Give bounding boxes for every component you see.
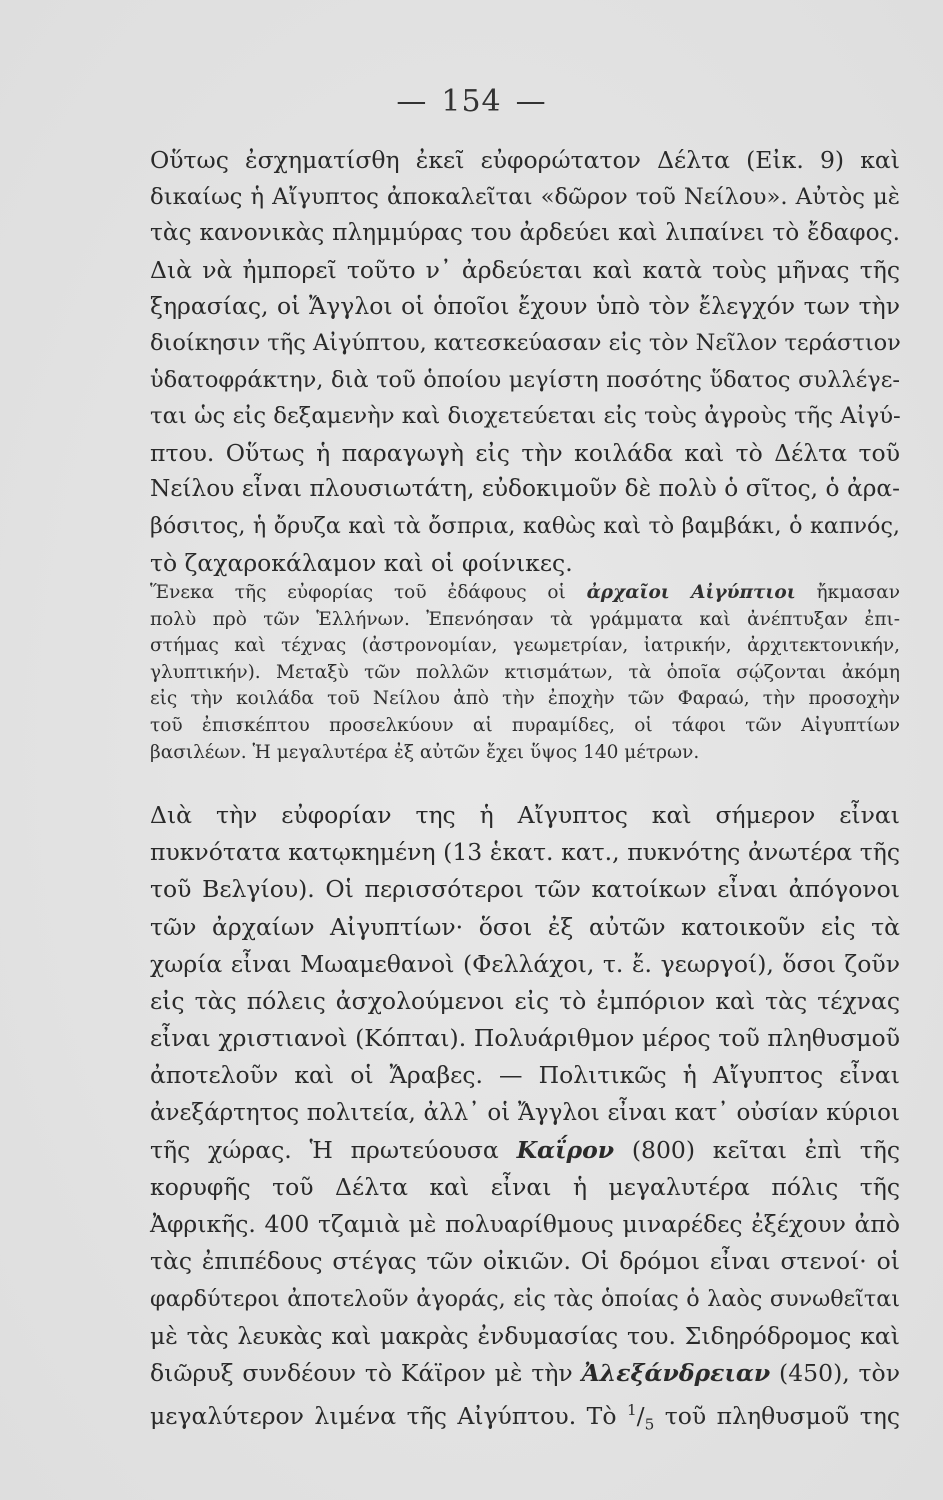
paragraph-population-cairo (150, 797, 900, 1444)
note-text: Ἕνεκα τῆς εὐφορίας τοῦ ἐδάφους οἱ (150, 582, 587, 603)
text-line: ἀποτελοῦν καὶ οἱ Ἄραβες. — Πολιτικῶς ἡ Αἴγυπτος εἶναι (150, 1061, 900, 1090)
text-line: Διὰ νὰ ἠμπορεῖ τοῦτο ν᾿ ἀρδεύεται καὶ κατὰ τοὺς μῆνας τῆς (150, 255, 900, 284)
emphasis-ancient-egyptians: ἀρχαῖοι Αἰγύπτιοι (586, 582, 796, 603)
page-number-dash-left: — (396, 84, 428, 119)
text-line: δικαίως ἡ Αἴγυπτος ἀποκαλεῖται «δῶρον τοῦ Νείλου». Αὐτὸς μὲ (150, 183, 900, 210)
text-line: πτου. Οὕτως ἡ παραγωγὴ εἰς τὴν κοιλάδα καὶ τὸ Δέλτα τοῦ (150, 438, 900, 467)
page-number (0, 84, 943, 119)
text-line: κορυφῆς τοῦ Δέλτα καὶ εἶναι ἡ μεγαλυτέρα πόλις τῆς (150, 1173, 900, 1202)
text-line: Διὰ τὴν εὐφορίαν της ἡ Αἴγυπτος καὶ σήμερον εἶναι (150, 801, 900, 829)
note-line: τοῦ ἐπισκέπτου προσελκύουν αἱ πυραμίδες, οἱ τάφοι τῶν Αἰγυπτίων (150, 714, 900, 736)
text-line: Ἀφρικῆς. 400 τζαμιὰ μὲ πολυαρίθμους μιναρέδες ἐξέχουν ἀπὸ (150, 1210, 900, 1239)
page-number-dash-right: — (515, 84, 547, 119)
text-line: μεγαλύτερον λιμένα τῆς Αἰγύπτου. Τὸ $^1/_5$ τοῦ πληθυσμοῦ της (150, 1401, 900, 1434)
paragraph-nile-delta (150, 142, 900, 581)
fraction-denominator: 5 (644, 1415, 655, 1434)
text-line: ὑδατοφράκτην, διὰ τοῦ ὁποίου μεγίστη ποσότης ὕδατος συλλέγε- (150, 366, 900, 393)
note-line: εἰς τὴν κοιλάδα τοῦ Νείλου ἀπὸ τὴν ἐποχὴν τῶν Φαραώ, τὴν προσοχὴν (150, 688, 900, 710)
note-line: στήμας καὶ τέχνας (ἀστρονομίαν, γεωμετρίαν, ἰατρικήν, ἀρχιτεκτονικήν, (150, 635, 900, 657)
text-line: τὸ ζαχαροκάλαμον καὶ οἱ φοίνικες. (150, 548, 573, 577)
text-line: ἀνεξάρτητος πολιτεία, ἀλλ᾿ οἱ Ἄγγλοι εἶναι κατ᾿ οὐσίαν κύριοι (150, 1099, 900, 1126)
text-line: χωρία εἶναι Μωαμεθανοὶ (Φελλάχοι, τ. ἔ. γεωργοί), ὅσοι ζοῦν (150, 949, 900, 978)
text-line: φαρδύτεροι ἀποτελοῦν ἀγοράς, εἰς τὰς ὁποίας ὁ λαὸς συνωθεῖται (150, 1285, 900, 1312)
text-line: πυκνότατα κατῳκημένη (13 ἑκατ. κατ., πυκνότης ἀνωτέρα τῆς (150, 838, 900, 867)
text-line: τὰς ἐπιπέδους στέγας τῶν οἰκιῶν. Οἱ δρόμοι εἶναι στενοί· οἱ (150, 1247, 900, 1276)
fraction-numerator: 1 (626, 1401, 637, 1420)
text-line: διοίκησιν τῆς Αἰγύπτου, κατεσκεύασαν εἰς τὸν Νεῖλον τεράστιον (150, 329, 901, 356)
text-segment: τοῦ πληθυσμοῦ της (654, 1402, 900, 1431)
note-line (150, 580, 900, 607)
text-segment: διῶρυξ συνδέουν τὸ Κάϊρον μὲ τὴν (150, 1359, 582, 1388)
text-line (150, 1132, 900, 1169)
text-line: Νείλου εἶναι πλουσιωτάτη, εὐδοκιμοῦν δὲ πολὺ ὁ σῖτος, ὁ ἀρα- (150, 475, 900, 503)
text-line: μὲ τὰς λευκὰς καὶ μακρὰς ἐνδυμασίας του. Σιδηρόδρομος καὶ (150, 1321, 900, 1350)
text-line: εἶναι χριστιανοὶ (Κόπται). Πολυάριθμον μέρος τοῦ πληθυσμοῦ (150, 1024, 900, 1053)
text-line: τῶν ἀρχαίων Αἰγυπτίων· ὅσοι ἐξ αὐτῶν κατοικοῦν εἰς τὰ (150, 912, 900, 941)
emphasis-alexandria: Ἀλεξάνδρειαν (581, 1359, 771, 1388)
page-number-value: 154 (441, 84, 502, 119)
text-line: Οὕτως ἐσχηματίσθη ἐκεῖ εὐφορώτατον Δέλτα (Εἰκ. 9) καὶ (150, 146, 900, 174)
text-line: ξηρασίας, οἱ Ἄγγλοι οἱ ὁποῖοι ἔχουν ὑπὸ τὸν ἔλεγχόν των τὴν (150, 292, 900, 321)
note-ancient-egyptians (150, 580, 900, 766)
text-line: εἰς τὰς πόλεις ἀσχολούμενοι εἰς τὸ ἐμπόριον καὶ τὰς τέχνας (150, 987, 900, 1016)
text-line: τοῦ Βελγίου). Οἱ περισσότεροι τῶν κατοίκων εἶναι ἀπόγονοι (150, 875, 900, 904)
text-line: βόσιτος, ἡ ὄρυζα καὶ τὰ ὄσπρια, καθὼς καὶ τὸ βαμβάκι, ὁ καπνός, (150, 512, 900, 539)
text-segment: (450), τὸν (770, 1359, 900, 1388)
note-text: ἤκμασαν (795, 582, 900, 603)
text-segment: τῆς χώρας. Ἡ πρωτεύουσα (150, 1135, 517, 1164)
text-line: τὰς κανονικὰς πλημμύρας του ἀρδεύει καὶ λιπαίνει τὸ ἔδαφος. (150, 219, 900, 247)
text-segment: (800) κεῖται ἐπὶ τῆς (614, 1135, 900, 1164)
note-line: πολὺ πρὸ τῶν Ἑλλήνων. Ἐπενόησαν τὰ γράμματα καὶ ἀνέπτυξαν ἐπι- (150, 608, 900, 630)
text-segment: μεγαλύτερον λιμένα τῆς Αἰγύπτου. Τὸ (150, 1402, 627, 1431)
note-line: γλυπτικήν). Μεταξὺ τῶν πολλῶν κτισμάτων, τὰ ὁποῖα σῴζονται ἀκόμη (150, 661, 900, 683)
note-line: βασιλέων. Ἡ μεγαλυτέρα ἐξ αὐτῶν ἔχει ὕψος 140 μέτρων. (150, 741, 700, 763)
text-line (150, 1355, 900, 1392)
text-line: ται ὡς εἰς δεξαμενὴν καὶ διοχετεύεται εἰς τοὺς ἀγροὺς τῆς Αἰγύ- (150, 403, 901, 430)
emphasis-cairo: Καΐρον (516, 1135, 615, 1164)
